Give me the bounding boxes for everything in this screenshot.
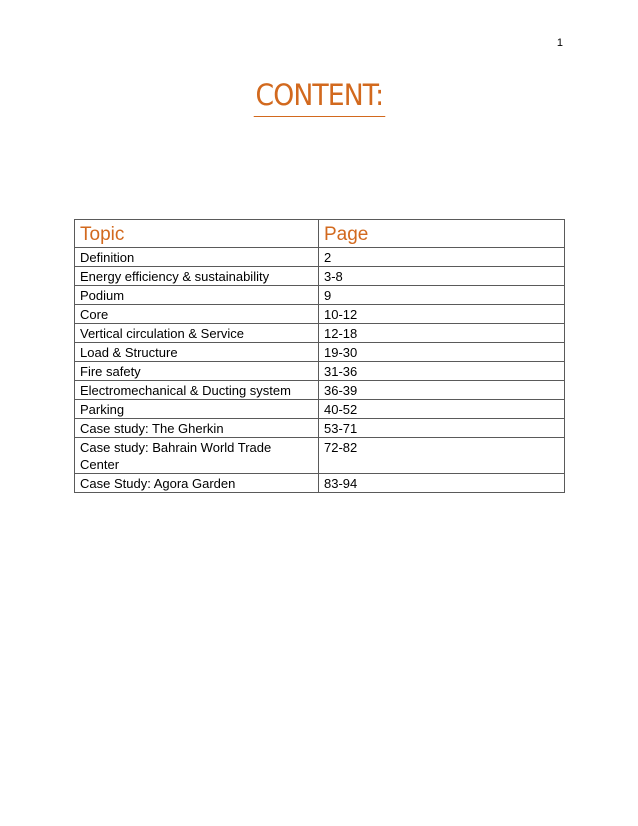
topic-cell: Energy efficiency & sustainability xyxy=(75,267,319,286)
topic-cell: Case Study: Agora Garden xyxy=(75,474,319,493)
topic-cell: Vertical circulation & Service xyxy=(75,324,319,343)
table-row xyxy=(75,267,565,286)
page-range-cell: 9 xyxy=(319,286,565,305)
table-row xyxy=(75,286,565,305)
table-row xyxy=(75,381,565,400)
topic-cell: Parking xyxy=(75,400,319,419)
page-range-cell: 12-18 xyxy=(319,324,565,343)
table-row xyxy=(75,438,565,474)
table-header-row xyxy=(75,220,565,248)
column-header-topic: Topic xyxy=(75,220,319,248)
page-range-cell: 36-39 xyxy=(319,381,565,400)
page-range-cell: 2 xyxy=(319,248,565,267)
column-header-page: Page xyxy=(319,220,565,248)
table-row xyxy=(75,248,565,267)
page-range-cell: 40-52 xyxy=(319,400,565,419)
topic-cell: Podium xyxy=(75,286,319,305)
table-row xyxy=(75,343,565,362)
page-title-text: CONTENT: xyxy=(253,81,384,117)
topic-cell: Case study: Bahrain World Trade Center xyxy=(75,438,319,474)
page-title xyxy=(0,78,638,117)
page-range-cell: 10-12 xyxy=(319,305,565,324)
table-row xyxy=(75,362,565,381)
table-row xyxy=(75,419,565,438)
topic-cell: Load & Structure xyxy=(75,343,319,362)
table-row xyxy=(75,474,565,493)
page-range-cell: 72-82 xyxy=(319,438,565,474)
table-row xyxy=(75,305,565,324)
page-range-cell: 53-71 xyxy=(319,419,565,438)
topic-cell: Definition xyxy=(75,248,319,267)
topic-cell: Core xyxy=(75,305,319,324)
page-number: 1 xyxy=(556,37,563,49)
page-range-cell: 19-30 xyxy=(319,343,565,362)
table-row xyxy=(75,400,565,419)
table-row xyxy=(75,324,565,343)
page-range-cell: 83-94 xyxy=(319,474,565,493)
table-of-contents xyxy=(74,219,565,493)
table-body xyxy=(75,248,565,493)
page-range-cell: 31-36 xyxy=(319,362,565,381)
topic-cell: Fire safety xyxy=(75,362,319,381)
topic-cell: Case study: The Gherkin xyxy=(75,419,319,438)
topic-cell: Electromechanical & Ducting system xyxy=(75,381,319,400)
page-range-cell: 3-8 xyxy=(319,267,565,286)
